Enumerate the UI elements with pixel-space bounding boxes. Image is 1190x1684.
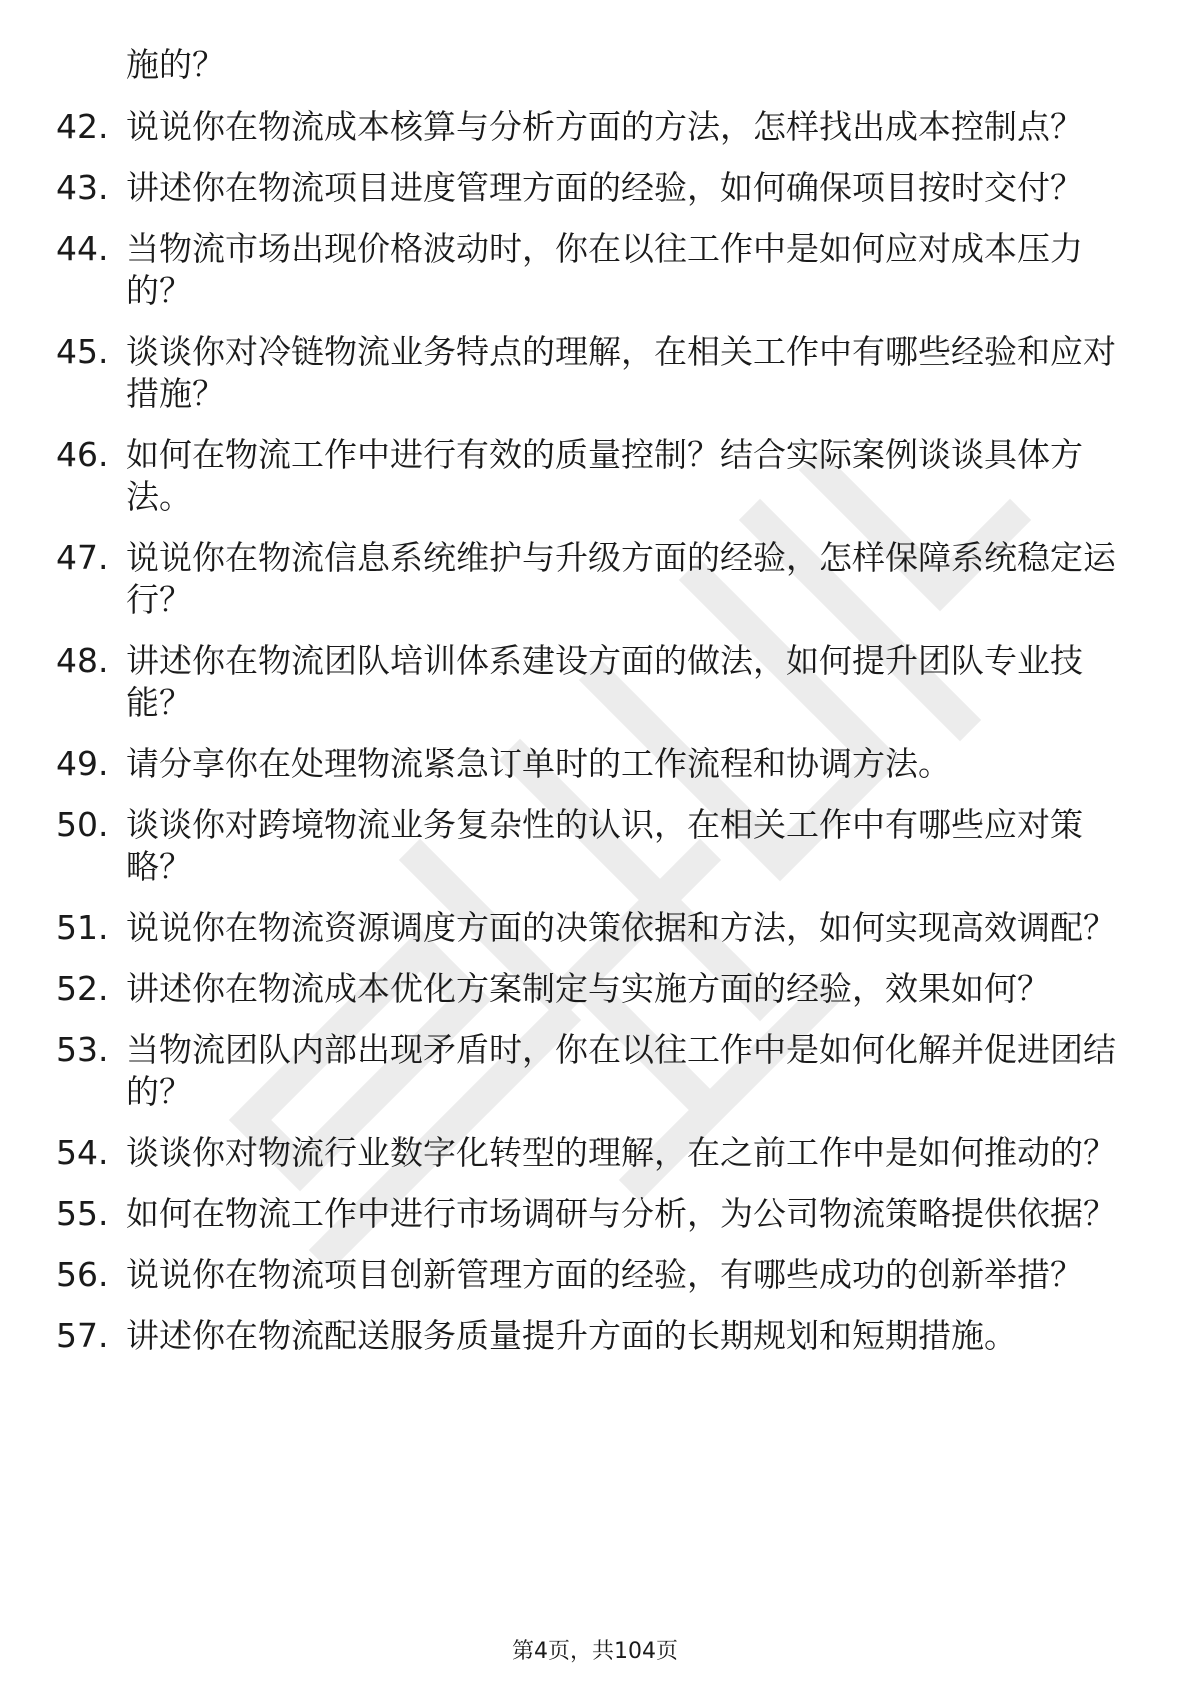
- item-number: 52.: [56, 969, 109, 1008]
- list-item: [56, 743, 1136, 785]
- item-number: 49.: [56, 744, 109, 783]
- item-text: 谈谈你对冷链物流业务特点的理解，在相关工作中有哪些经验和应对措施？: [126, 332, 1116, 413]
- item-text: 讲述你在物流项目进度管理方面的经验，如何确保项目按时交付？: [126, 168, 1083, 207]
- item-text: 谈谈你对物流行业数字化转型的理解，在之前工作中是如何推动的？: [126, 1133, 1116, 1172]
- item-text: 如何在物流工作中进行有效的质量控制？结合实际案例谈谈具体方法。: [126, 435, 1083, 516]
- item-number: 44.: [56, 229, 109, 268]
- question-list: [56, 106, 1136, 1376]
- item-text: 请分享你在处理物流紧急订单时的工作流程和协调方法。: [126, 744, 951, 783]
- item-number: 57.: [56, 1316, 109, 1355]
- item-text: 当物流市场出现价格波动时，你在以往工作中是如何应对成本压力的？: [126, 229, 1083, 310]
- item-number: 43.: [56, 168, 109, 207]
- list-item: [56, 106, 1136, 148]
- list-item: [56, 804, 1136, 888]
- list-item: [56, 1315, 1136, 1357]
- continued-text: 施的？: [126, 45, 225, 84]
- item-text: 说说你在物流项目创新管理方面的经验，有哪些成功的创新举措？: [126, 1255, 1083, 1294]
- item-number: 47.: [56, 538, 109, 577]
- item-text: 说说你在物流资源调度方面的决策依据和方法，如何实现高效调配？: [126, 908, 1116, 947]
- list-item: [56, 167, 1136, 209]
- list-item: [56, 1029, 1136, 1113]
- item-number: 55.: [56, 1194, 109, 1233]
- list-item: [56, 1193, 1136, 1235]
- item-text: 讲述你在物流团队培训体系建设方面的做法，如何提升团队专业技能？: [126, 641, 1083, 722]
- item-text: 说说你在物流成本核算与分析方面的方法，怎样找出成本控制点？: [126, 107, 1083, 146]
- list-item: [56, 434, 1136, 518]
- item-number: 48.: [56, 641, 109, 680]
- item-number: 51.: [56, 908, 109, 947]
- list-item: [56, 331, 1136, 415]
- item-number: 46.: [56, 435, 109, 474]
- list-item: [56, 537, 1136, 621]
- item-text: 讲述你在物流配送服务质量提升方面的长期规划和短期措施。: [126, 1316, 1017, 1355]
- item-text: 讲述你在物流成本优化方案制定与实施方面的经验，效果如何？: [126, 969, 1050, 1008]
- item-number: 56.: [56, 1255, 109, 1294]
- item-text: 谈谈你对跨境物流业务复杂性的认识，在相关工作中有哪些应对策略？: [126, 805, 1083, 886]
- item-text: 说说你在物流信息系统维护与升级方面的经验，怎样保障系统稳定运行？: [126, 538, 1116, 619]
- item-number: 53.: [56, 1030, 109, 1069]
- page-footer: 第4页，共104页: [512, 1639, 678, 1664]
- item-text: 当物流团队内部出现矛盾时，你在以往工作中是如何化解并促进团结的？: [126, 1030, 1116, 1111]
- item-number: 54.: [56, 1133, 109, 1172]
- list-item: [56, 228, 1136, 312]
- item-number: 42.: [56, 107, 109, 146]
- item-text: 如何在物流工作中进行市场调研与分析，为公司物流策略提供依据？: [126, 1194, 1116, 1233]
- list-item: [56, 640, 1136, 724]
- list-item: [56, 968, 1136, 1010]
- item-number: 45.: [56, 332, 109, 371]
- list-item: [56, 1132, 1136, 1174]
- list-item: [56, 907, 1136, 949]
- item-number: 50.: [56, 805, 109, 844]
- list-item: [56, 1254, 1136, 1296]
